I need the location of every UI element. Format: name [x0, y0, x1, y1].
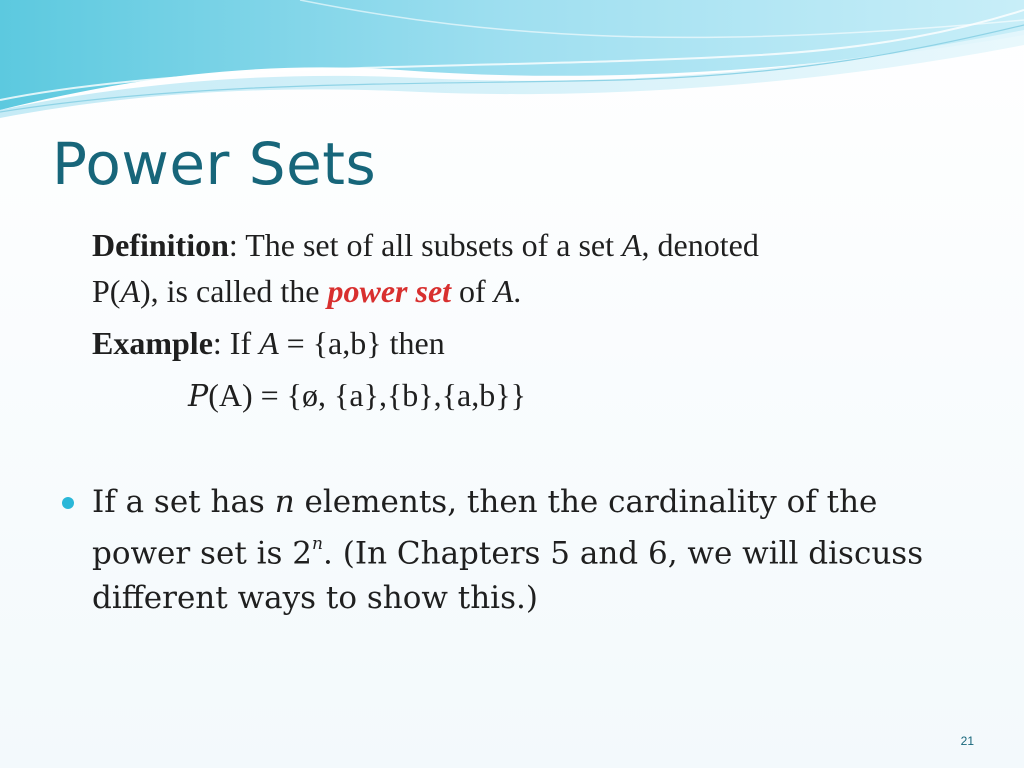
page-number: 21	[960, 734, 974, 748]
bullet-text-2: elements, then the cardinality of the power set is 2	[92, 484, 878, 572]
bullet-list	[62, 480, 942, 621]
example-text-1: If	[221, 325, 260, 361]
bullet-item	[62, 480, 942, 621]
definition-var-a-3: A	[493, 273, 514, 309]
definition-text-1: The set of all subsets of a set	[237, 227, 622, 263]
bullet-dot-icon	[62, 497, 74, 509]
definition-paragraph	[52, 222, 952, 314]
definition-text-2: , denoted	[641, 227, 759, 263]
definition-var-a-1: A	[622, 227, 642, 263]
bullet-text	[92, 480, 942, 621]
example-paragraph	[52, 320, 952, 366]
slide-title: Power Sets	[52, 130, 377, 198]
example-text-2: = {a,b} then	[278, 325, 445, 361]
script-p-symbol: P	[188, 379, 209, 414]
example-var-a: A	[259, 325, 279, 361]
definition-period: .	[513, 273, 522, 309]
example-expression	[52, 372, 952, 420]
bullet-superscript-n: n	[312, 534, 324, 555]
definition-p-label: P(	[92, 273, 121, 309]
bullet-text-1: If a set has	[92, 484, 275, 520]
bullet-var-n: n	[274, 484, 295, 520]
power-set-highlight: power set	[327, 273, 452, 309]
definition-var-a-2: A	[120, 273, 140, 309]
example-term: Example	[92, 325, 213, 361]
definition-colon: :	[228, 227, 238, 263]
example-expression-text: (A) = {ø, {a},{b},{a,b}}	[208, 377, 526, 413]
definition-term: Definition	[92, 227, 229, 263]
definition-text-4: of	[451, 273, 494, 309]
definition-p-close: )	[140, 273, 151, 309]
definition-text-3: , is called the	[150, 273, 328, 309]
example-colon: :	[212, 325, 222, 361]
slide-content	[52, 222, 952, 426]
header-wave-decoration	[0, 0, 1024, 120]
bullet-text-3: . (In Chapters 5 and 6, we will discuss different ways to show this.)	[92, 535, 924, 617]
